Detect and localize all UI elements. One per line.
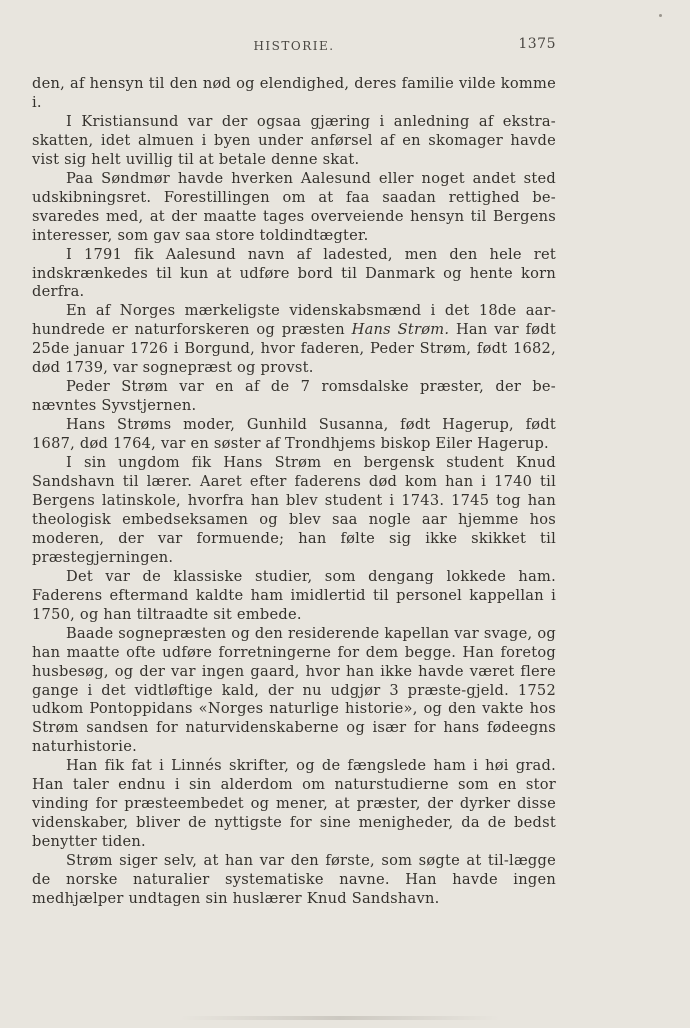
print-speck (659, 14, 662, 17)
paragraph-text: En af Norges mærkeligste videnskabsmænd i det 18de aar-hundrede er naturforskeren og præsten (32, 302, 556, 339)
scan-edge-shadow (180, 1016, 500, 1020)
paragraph: I Kristiansund var der ogsaa gjæring i anledning af ekstra-skatten, idet almuen i byen under anførsel af en skomager havde vist sig helt uvillig til at betale denne skat. (32, 112, 556, 168)
paragraph: Hans Strøms moder, Gunhild Susanna, født Hagerup, født 1687, død 1764, var en søster af Trondhjems biskop Eiler Hagerup. (32, 416, 556, 453)
paragraph: Strøm siger selv, at han var den første, som søgte at til-lægge de norske naturalier systematiske navne. Han havde ingen medhjælper undtagen sin huslærer Knud Sandshavn. (32, 852, 556, 907)
paragraph: Han fik fat i Linnés skrifter, og de fængslede ham i høi grad. Han taler endnu i sin alderdom om naturstudierne som en stor vinding for præsteembedet og mener, at præster, der dyrker disse videnskaber, bliver de nyttigste for sine menigheder, da de bedst benytter tiden. (32, 757, 556, 851)
page-number: 1375 (518, 36, 556, 52)
paragraph: den, af hensyn til den nød og elendighed, deres familie vilde komme i. (32, 75, 556, 111)
paragraph: Det var de klassiske studier, som dengang lokkede ham. Faderens eftermand kaldte ham imidlertid til personel kappellan i 1750, og han tiltraadte sit embede. (32, 567, 556, 623)
body-text (32, 75, 556, 909)
paragraph (32, 302, 556, 378)
paragraph-text: Han var født 25de januar 1726 i Borgund, hvor faderen, Peder Strøm, født 1682, død 1739, var sognepræst og provst. (32, 321, 557, 377)
paragraph: I 1791 fik Aalesund navn af ladested, men den hele ret indskrænkedes til kun at udføre bord til Danmark og hente korn derfra. (32, 245, 556, 301)
paragraph: Baade sognepræsten og den residerende kapellan var svage, og han maatte ofte udføre forretningerne for dem begge. Han foretog husbesøg, og der var ingen gaard, hvor han ikke havde været flere gange i det vidtløftige kald, der nu udgjør 3 præste-gjeld. 1752 udkom Pontoppidans «Norges naturlige historie», og den vakte hos Strøm sandsen for naturvidenskaberne og især for hans fødeegns naturhistorie. (32, 624, 556, 756)
running-head: HISTORIE. (253, 39, 335, 53)
paragraph: I sin ungdom fik Hans Strøm en bergensk student Knud Sandshavn til lærer. Aaret efter faderens død kom han i 1740 til Bergens latinskole, hvorfra han blev student i 1743. 1745 tog han theologisk embedseksamen og blev saa nogle aar hjemme hos moderen, der var formuende; han følte sig ikke skikket til præstegjerningen. (32, 454, 556, 566)
paragraph: Paa Søndmør havde hverken Aalesund eller noget andet sted udskibningsret. Forestillingen om at faa saadan rettighed be-svaredes med, at der maatte tages overveiende hensyn til Bergens interesser, som gav saa store toldindtægter. (32, 169, 556, 244)
page-header (32, 36, 556, 56)
paragraph: Peder Strøm var en af de 7 romsdalske præster, der be-nævntes Syvstjernen. (32, 378, 556, 415)
person-name-emphasis: Hans Strøm. (351, 321, 450, 339)
